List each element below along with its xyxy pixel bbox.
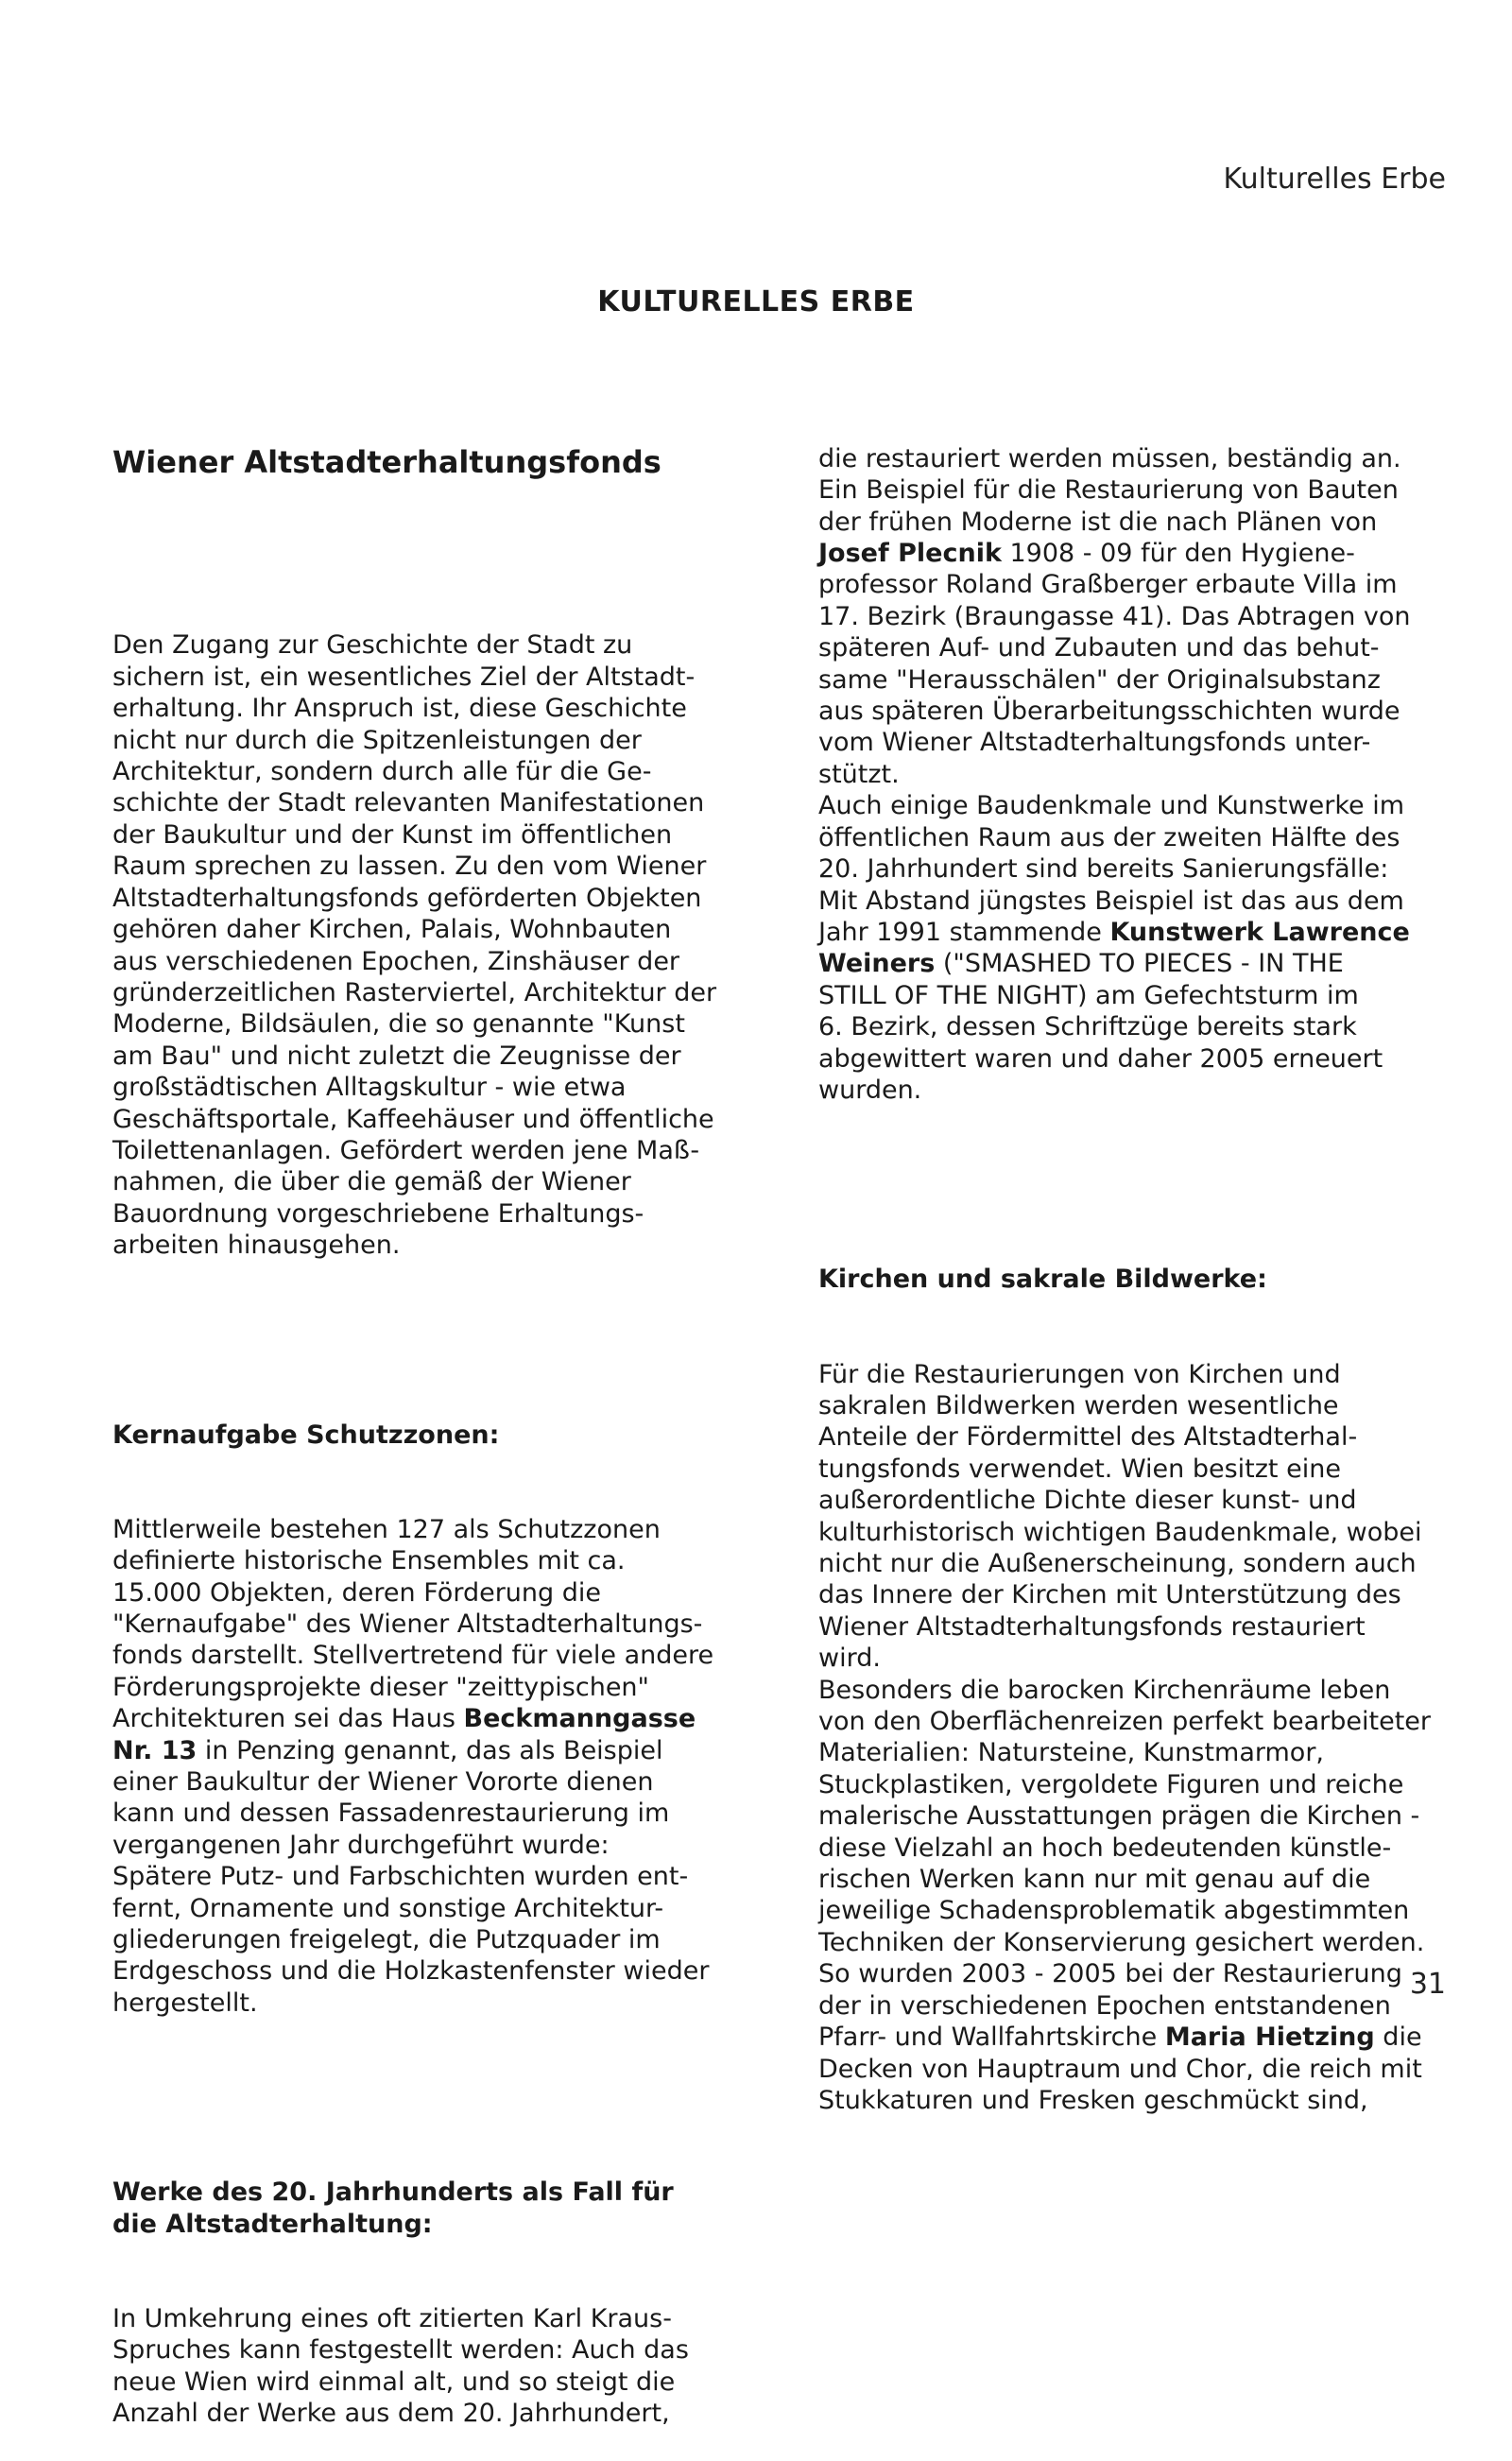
hietzing-bold: Maria Hietzing	[1164, 2022, 1375, 2053]
cont-text-b: 1908 - 09 für den Hygiene- professor Roland Graßberger erbaute Villa im 17. Bezirk (Braungasse 41). Das Abtragen von späteren Auf- und Zubauten und das behut- same "Herausschälen" der Originalsubstanz aus späteren Überarbeitungsschichten wurde vom Wiener Altstadterhaltungsfonds unter- stützt. Auch einige Baudenkmale und Kunstwerke im öffentlichen Raum aus der zweiten Hälfte des 20. Jahrhundert sind bereits Sanierungsfälle: Mit Abstand jüngstes Beispiel ist das aus dem Jahr 1991 stammende	[818, 539, 1411, 947]
cont-text-c: ("SMASHED TO PIECES - IN THE STILL OF THE NIGHT) am Gefechtsturm im 6. Bezirk, dessen Schriftzüge bereits stark abgewittert waren und daher 2005 erneuert wurden.	[818, 949, 1383, 1105]
kirchen-heading: Kirchen und sakrale Bildwerke:	[818, 1265, 1267, 1295]
plecnik-bold: Josef Plecnik	[818, 539, 1002, 569]
schutzzonen-text-b: in Penzing genannt, das als Beispiel einer Baukultur der Wiener Vororte dienen kann und dessen Fassadenrestaurierung im vergangenen Jahr durchgeführt wurde: Spätere Putz- und Farbschichten wurden ent- fernt, Ornamente und sonstige Architektur- gliederungen freigelegt, die Putzquader im Erdgeschoss und die Holzkastenfenster wieder hergestellt.	[112, 1735, 710, 2018]
schutzzonen-text-a: Mittlerweile bestehen 127 als Schutzzonen definierte historische Ensembles mit ca. 15.000 Objekten, deren Förderung die "Kernaufgabe" des Wiener Altstadterhaltungs- fonds darstellt. Stellvertretend für viele andere Förderungsprojekte dieser "zeittypischen" Architekturen sei das Haus	[112, 1514, 714, 1734]
kirchen-paragraph	[818, 1359, 1461, 2117]
schutzzonen-heading: Kernaufgabe Schutzzonen:	[112, 1420, 500, 1450]
beckmanngasse-bold: Beckmanngasse Nr. 13	[112, 1704, 696, 1765]
page-number: 31	[1409, 1968, 1446, 2001]
schutzzonen-paragraph	[112, 1514, 755, 2020]
running-header: Kulturelles Erbe	[1223, 163, 1446, 196]
cont-text-a: die restauriert werden müssen, beständig an. Ein Beispiel für die Restaurierung von Bauten der frühen Moderne ist die nach Plänen von	[818, 443, 1401, 537]
werke-heading: Werke des 20. Jahrhunderts als Fall für die Altstadterhaltung:	[112, 2177, 674, 2239]
page-title: KULTURELLES ERBE	[597, 285, 915, 318]
werke-paragraph: In Umkehrung eines oft zitierten Karl Kraus- Spruches kann festgestellt werden: Auch das neue Wien wird einmal alt, und so steigt die Anzahl der Werke aus dem 20. Jahrhundert,	[112, 2303, 689, 2429]
kirchen-text-b: die Decken von Hauptraum und Chor, die reich mit Stukkaturen und Fresken geschmückt sind,	[818, 2022, 1422, 2115]
intro-paragraph: Den Zugang zur Geschichte der Stadt zu sichern ist, ein wesentliches Ziel der Altstadt- erhaltung. Ihr Anspruch ist, diese Geschichte nicht nur durch die Spitzenleistungen der Architektur, sondern durch alle für die Ge- schichte der Stadt relevanten Manifestationen der Baukultur und der Kunst im öffentlichen Raum sprechen zu lassen. Zu den vom Wiener Altstadterhaltungsfonds geförderten Objekten gehören daher Kirchen, Palais, Wohnbauten aus verschiedenen Epochen, Zinshäuser der gründerzeitlichen Rasterviertel, Architektur der Moderne, Bildsäulen, die so genannte "Kunst am Bau" und nicht zuletzt die Zeugnisse der großstädtischen Alltagskultur - wie etwa Geschäftsportale, Kaffeehäuser und öffentliche Toilettenanlagen. Gefördert werden jene Maß- nahmen, die über die gemäß der Wiener Bauordnung vorgeschriebene Erhaltungs- arbeiten hinausgehen.	[112, 630, 717, 1261]
kirchen-text-a: Für die Restaurierungen von Kirchen und sakralen Bildwerken werden wesentliche Anteile der Fördermittel des Altstadterhal- tungsfonds verwendet. Wien besitzt eine außerordentliche Dichte dieser kunst- und kulturhistorisch wichtigen Baudenkmale, wobei nicht nur die Außenerscheinung, sondern auch das Innere der Kirchen mit Unterstützung des Wiener Altstadterhaltungsfonds restauriert wird. Besonders die barocken Kirchenräume leben von den Oberflächenreizen perfekt bearbeiteter Materialien: Natursteine, Kunstmarmor, Stuckplastiken, vergoldete Figuren und reiche malerische Ausstattungen prägen die Kirchen - diese Vielzahl an hoch bedeutenden künstle- rischen Werken kann nur mit genau auf die jeweilige Schadensproblematik abgestimmten Techniken der Konservierung gesichert werden. So wurden 2003 - 2005 bei der Restaurierung der in verschiedenen Epochen entstandenen Pfarr- und Wallfahrtskirche	[818, 1359, 1431, 2053]
continuation-paragraph	[818, 443, 1461, 1107]
section-heading: Wiener Altstadterhaltungsfonds	[112, 443, 662, 480]
weiner-bold: Kunstwerk Lawrence Weiners	[818, 917, 1410, 979]
left-column	[112, 380, 755, 2461]
right-column	[818, 380, 1461, 2148]
